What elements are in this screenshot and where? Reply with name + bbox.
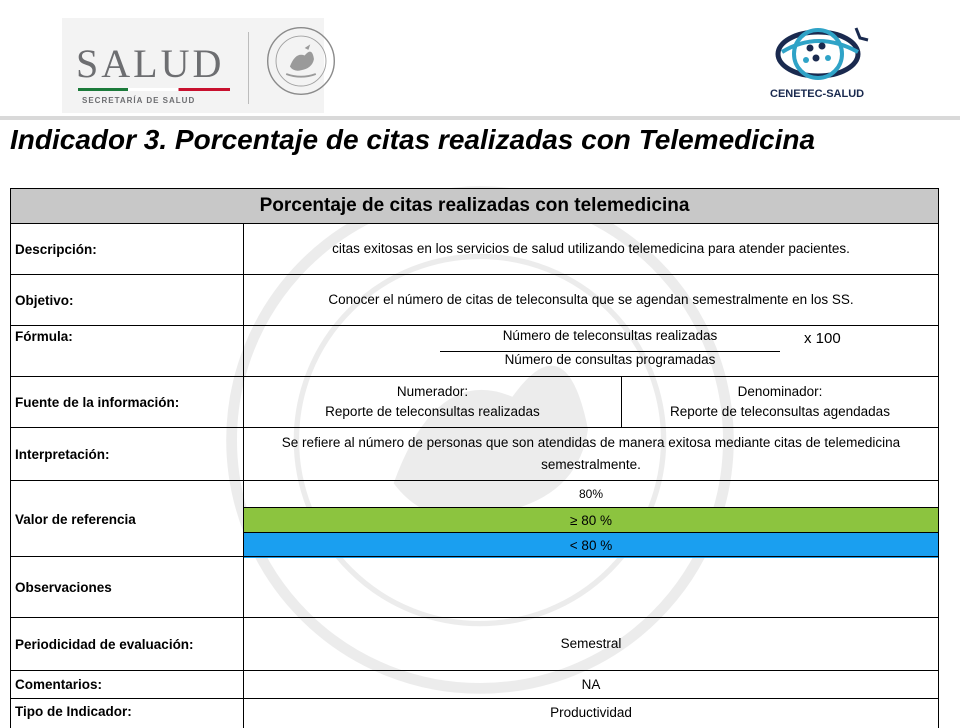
cenetec-globe-icon bbox=[766, 22, 872, 86]
valor-referencia-label: Valor de referencia bbox=[15, 512, 136, 527]
formula-label: Fórmula: bbox=[15, 329, 73, 344]
denominador-value: Reporte de teleconsultas agendadas bbox=[670, 404, 890, 419]
row-formula bbox=[10, 325, 939, 376]
reference-range-green: ≥ 80 % bbox=[244, 507, 938, 533]
row-periodicidad bbox=[10, 617, 939, 670]
descripcion-value: citas exitosas en los servicios de salud utilizando telemedicina para atender pacientes. bbox=[332, 241, 850, 256]
reference-range-blue: < 80 % bbox=[244, 532, 938, 558]
tipo-value: Productividad bbox=[550, 705, 632, 720]
cenetec-logo-text: CENETEC-SALUD bbox=[770, 88, 865, 100]
objetivo-label: Objetivo: bbox=[15, 292, 74, 308]
fuente-label: Fuente de la información: bbox=[15, 394, 180, 410]
page-title: Indicador 3. Porcentaje de citas realizadas con Telemedicina bbox=[10, 124, 816, 155]
descripcion-label: Descripción: bbox=[15, 241, 97, 257]
comentarios-value: NA bbox=[581, 676, 601, 692]
row-interpretacion bbox=[10, 427, 939, 480]
valor-referencia-value: 80% bbox=[578, 487, 604, 501]
salud-logo-word: SALUD bbox=[76, 41, 225, 86]
objetivo-value: Conocer el número de citas de teleconsulta que se agendan semestralmente en los SS. bbox=[328, 292, 854, 307]
mexican-seal-icon bbox=[264, 24, 338, 98]
interpretacion-value: Se refiere al número de personas que son atendidas de manera exitosa mediante citas de telemedicina semestralmente. bbox=[281, 435, 901, 472]
row-tipo bbox=[10, 698, 939, 728]
formula-multiplier: x 100 bbox=[804, 330, 841, 347]
header-divider bbox=[0, 116, 960, 120]
fuente-denominador bbox=[622, 377, 938, 427]
row-observaciones bbox=[10, 556, 939, 617]
salud-logo-divider bbox=[248, 32, 249, 104]
numerador-title: Numerador: bbox=[396, 384, 469, 399]
row-comentarios bbox=[10, 670, 939, 698]
observaciones-label: Observaciones bbox=[15, 579, 112, 595]
row-objetivo bbox=[10, 274, 939, 325]
formula-denominator: Número de consultas programadas bbox=[504, 352, 716, 367]
formula-numerator: Número de teleconsultas realizadas bbox=[502, 328, 718, 343]
numerador-value: Reporte de teleconsultas realizadas bbox=[325, 404, 540, 419]
table-heading: Porcentaje de citas realizadas con telemedicina bbox=[259, 195, 690, 216]
fuente-numerador bbox=[244, 377, 621, 427]
row-descripcion bbox=[10, 223, 939, 274]
comentarios-label: Comentarios: bbox=[15, 677, 103, 692]
row-valor-referencia bbox=[10, 480, 939, 556]
table-heading-row bbox=[10, 188, 939, 223]
row-fuente bbox=[10, 376, 939, 427]
salud-logo bbox=[62, 18, 324, 113]
tipo-label: Tipo de Indicador: bbox=[15, 704, 132, 719]
observaciones-value bbox=[244, 557, 938, 617]
periodicidad-value: Semestral bbox=[560, 636, 622, 651]
cenetec-logo bbox=[766, 22, 872, 104]
salud-logo-stripe bbox=[78, 88, 230, 91]
interpretacion-label: Interpretación: bbox=[15, 446, 110, 462]
periodicidad-label: Periodicidad de evaluación: bbox=[15, 636, 194, 652]
formula-fraction bbox=[244, 326, 938, 376]
salud-logo-subtitle: SECRETARÍA DE SALUD bbox=[82, 96, 196, 105]
denominador-title: Denominador: bbox=[737, 384, 823, 399]
